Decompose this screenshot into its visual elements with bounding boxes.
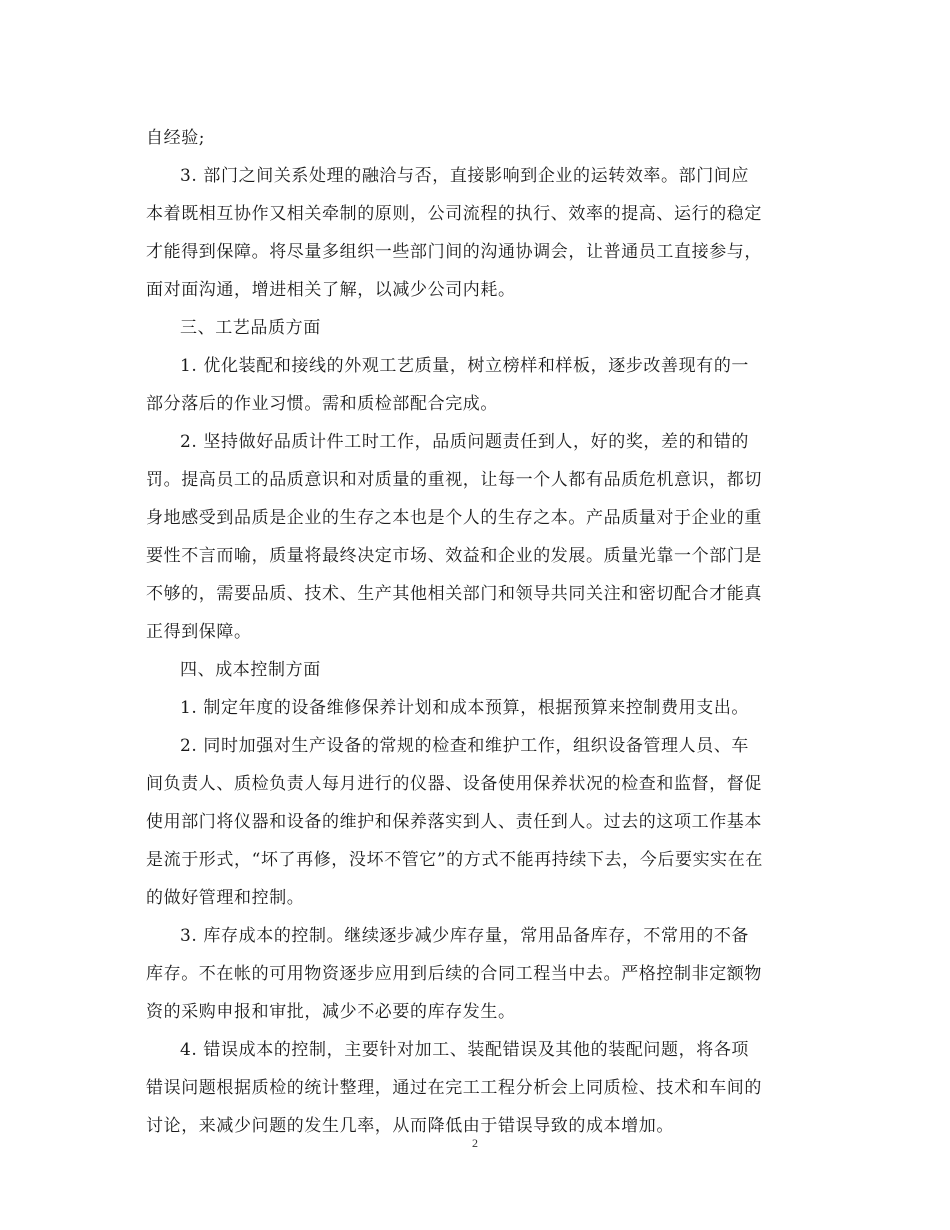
text-line: 3. 库存成本的控制。继续逐步减少库存量，常用品备库存，不常用的不备: [180, 926, 750, 946]
text-line: 间负责人、质检负责人每月进行的仪器、设备使用保养状况的检查和监督，督促: [146, 774, 762, 794]
text-line: 才能得到保障。将尽量多组织一些部门间的沟通协调会，让普通员工直接参与，: [146, 242, 762, 262]
section-heading: 四、成本控制方面: [180, 660, 321, 680]
text-line: 库存。不在帐的可用物资逐步应用到后续的合同工程当中去。严格控制非定额物: [146, 964, 762, 984]
text-line: 2. 同时加强对生产设备的常规的检查和维护工作，组织设备管理人员、车: [180, 736, 750, 756]
text-line: 正得到保障。: [146, 622, 252, 642]
text-line: 4. 错误成本的控制，主要针对加工、装配错误及其他的装配问题，将各项: [180, 1040, 750, 1060]
text-line: 1. 优化装配和接线的外观工艺质量，树立榜样和样板，逐步改善现有的一: [180, 356, 750, 376]
text-line: 是流于形式，“坏了再修，没坏不管它”的方式不能再持续下去，今后要实实在在: [146, 850, 763, 870]
text-line: 要性不言而喻，质量将最终决定市场、效益和企业的发展。质量光靠一个部门是: [146, 546, 762, 566]
text-line: 错误问题根据质检的统计整理，通过在完工工程分析会上同质检、技术和车间的: [146, 1078, 762, 1098]
text-line: 不够的，需要品质、技术、生产其他相关部门和领导共同关注和密切配合才能真: [146, 584, 762, 604]
text-line: 使用部门将仪器和设备的维护和保养落实到人、责任到人。过去的这项工作基本: [146, 812, 762, 832]
page-number: 2: [472, 1136, 478, 1150]
section-heading: 三、工艺品质方面: [180, 318, 321, 338]
text-line: 罚。提高员工的品质意识和对质量的重视，让每一个人都有品质危机意识，都切: [146, 470, 762, 490]
text-line: 本着既相互协作又相关牵制的原则，公司流程的执行、效率的提高、运行的稳定: [146, 204, 762, 224]
text-line: 面对面沟通，增进相关了解，以减少公司内耗。: [146, 280, 516, 300]
text-line: 身地感受到品质是企业的生存之本也是个人的生存之本。产品质量对于企业的重: [146, 508, 762, 528]
text-line: 讨论，来减少问题的发生几率，从而降低由于错误导致的成本增加。: [146, 1116, 674, 1136]
text-line: 的做好管理和控制。: [146, 888, 305, 908]
text-line: 2. 坚持做好品质计件工时工作，品质问题责任到人，好的奖，差的和错的: [180, 432, 750, 452]
text-line: 部分落后的作业习惯。需和质检部配合完成。: [146, 394, 498, 414]
text-line: 1. 制定年度的设备维修保养计划和成本预算，根据预算来控制费用支出。: [180, 698, 750, 718]
text-line: 资的采购申报和审批，减少不必要的库存发生。: [146, 1002, 516, 1022]
text-line: 自经验;: [146, 128, 206, 148]
text-line: 3. 部门之间关系处理的融洽与否，直接影响到企业的运转效率。部门间应: [180, 166, 750, 186]
